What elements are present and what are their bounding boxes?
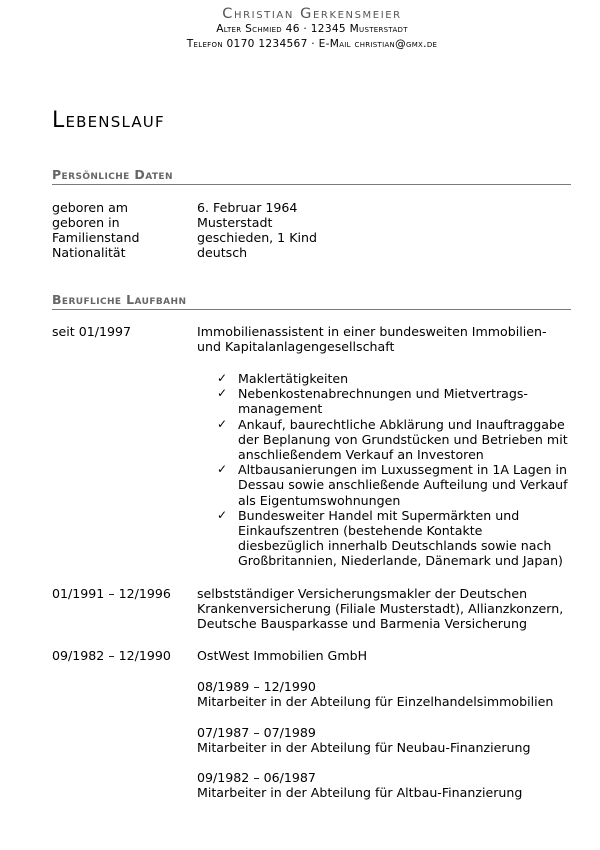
task-line: management — [238, 401, 323, 417]
position-period: 09/1982 – 06/1987 — [197, 770, 316, 785]
applicant-name: Christian Gerkensmeier — [222, 6, 402, 22]
personal-value: geschieden, 1 Kind — [197, 230, 317, 245]
checkmark-icon: ✓ — [217, 462, 228, 477]
position-block — [197, 679, 577, 709]
task-line: Nebenkostenabrechnungen und Mietvertrags- — [238, 386, 528, 402]
career-date: 01/1991 – 12/1996 — [52, 586, 171, 601]
task-item — [217, 371, 577, 386]
career-date: 09/1982 – 12/1990 — [52, 648, 171, 663]
checkmark-icon: ✓ — [217, 386, 228, 401]
position-role: Mitarbeiter in der Abteilung für Einzelhandelsimmobilien — [197, 694, 554, 710]
personal-value: 6. Februar 1964 — [197, 200, 298, 215]
checkmark-icon: ✓ — [217, 507, 228, 522]
task-list — [217, 371, 577, 569]
personal-label: geboren am — [52, 200, 129, 215]
personal-row — [52, 245, 572, 260]
personal-value: deutsch — [197, 245, 248, 260]
personal-row — [52, 215, 572, 230]
section-heading-personal: Persönliche Daten — [52, 168, 571, 185]
position-period: 07/1987 – 07/1989 — [197, 725, 316, 740]
cv-header — [0, 6, 600, 51]
page-title: Lebenslauf — [52, 108, 165, 133]
career-description-line: und Kapitalanlagengesellschaft — [197, 339, 395, 355]
task-line: als Eigentumswohnungen — [238, 492, 401, 508]
personal-value: Musterstadt — [197, 215, 273, 230]
task-line: Ankauf, baurechtliche Abklärung und Inauftraggabe — [238, 416, 565, 432]
checkmark-icon: ✓ — [217, 416, 228, 431]
position-period: 08/1989 – 12/1990 — [197, 679, 316, 694]
task-line: der Beplanung von Grundstücken und Betrieben mit — [238, 431, 568, 447]
career-description-line: Krankenversicherung (Filiale Musterstadt), Allianzkonzern, — [197, 601, 564, 617]
career-description — [197, 324, 577, 354]
position-block — [197, 725, 577, 755]
career-company: OstWest Immobilien GmbH — [197, 648, 368, 663]
task-item — [217, 508, 577, 569]
personal-label: Nationalität — [52, 245, 126, 260]
task-line: Großbritannien, Niederlande, Dänemark und Japan) — [238, 553, 563, 569]
career-description-line: Immobilienassistent in einer bundesweiten Immobilien- — [197, 324, 547, 339]
career-date: seit 01/1997 — [52, 324, 132, 339]
task-line: Dessau sowie anschließende Aufteilung und Verkauf — [238, 477, 568, 493]
task-line: Altbausanierungen im Luxussegment in 1A Lagen in — [238, 462, 567, 478]
personal-row — [52, 200, 572, 215]
career-description-line: selbstständiger Versicherungsmakler der Deutschen — [197, 586, 528, 601]
section-heading-career: Berufliche Laufbahn — [52, 293, 571, 310]
checkmark-icon: ✓ — [217, 371, 228, 385]
task-line: Bundesweiter Handel mit Supermärkten und — [238, 507, 520, 523]
career-description — [197, 586, 577, 632]
personal-row — [52, 230, 572, 245]
task-line: anschließendem Verkauf an Investoren — [238, 447, 484, 463]
task-item — [217, 386, 577, 416]
task-item — [217, 417, 577, 463]
career-description-line: Deutsche Bausparkasse und Barmenia Versicherung — [197, 616, 527, 632]
position-role: Mitarbeiter in der Abteilung für Neubau-Finanzierung — [197, 740, 531, 756]
position-block — [197, 770, 577, 800]
position-role: Mitarbeiter in der Abteilung für Altbau-Finanzierung — [197, 785, 523, 801]
applicant-address: Alter Schmied 46 · 12345 Musterstadt — [216, 23, 408, 35]
task-item — [217, 462, 577, 508]
applicant-contact: Telefon 0170 1234567 · E-Mail christian@gmx.de — [186, 37, 438, 50]
personal-label: geboren in — [52, 215, 120, 230]
personal-label: Familienstand — [52, 230, 140, 245]
task-line: Einkaufszentren (bestehende Kontakte — [238, 523, 483, 539]
task-line: diesbezüglich innerhalb Deutschlands sowie nach — [238, 538, 552, 554]
task-line: Maklertätigkeiten — [238, 371, 349, 386]
